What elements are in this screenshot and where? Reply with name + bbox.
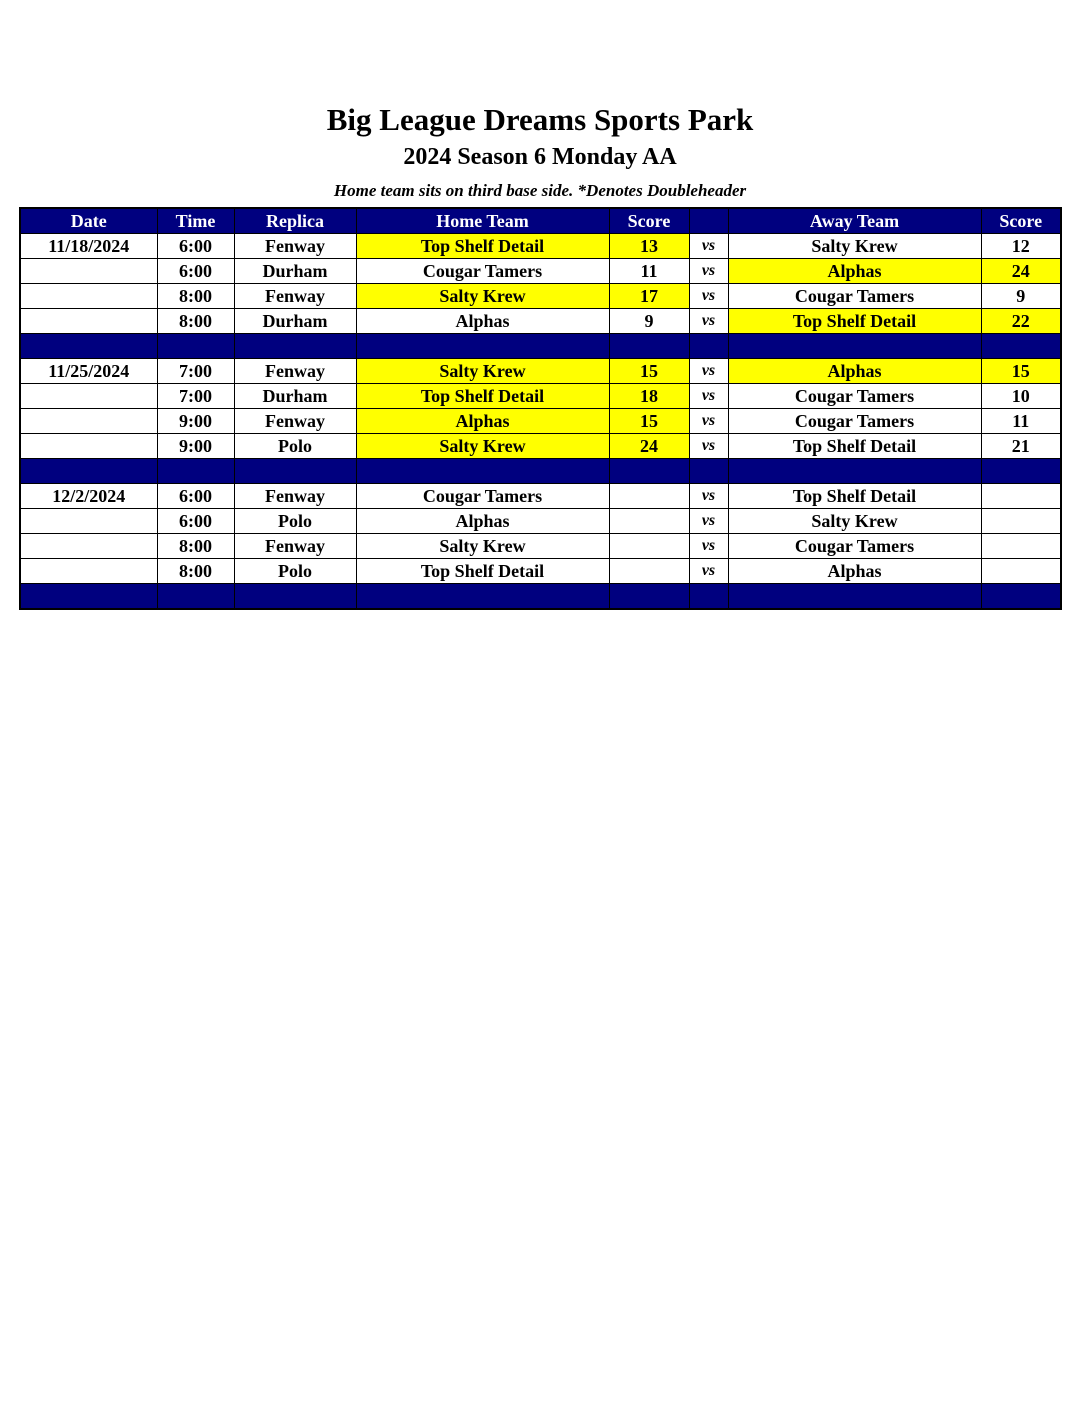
spacer-cell	[981, 584, 1061, 610]
table-row	[20, 384, 1061, 409]
spacer-cell	[728, 459, 981, 484]
time-cell: 7:00	[157, 384, 234, 409]
spacer-cell	[609, 584, 689, 610]
replica-cell: Polo	[234, 509, 356, 534]
home-score-cell: 18	[609, 384, 689, 409]
vs-cell: vs	[689, 534, 728, 559]
table-row	[20, 259, 1061, 284]
home-team-cell: Salty Krew	[356, 284, 609, 309]
table-row	[20, 484, 1061, 509]
time-cell: 6:00	[157, 259, 234, 284]
vs-cell: vs	[689, 384, 728, 409]
page-subtitle: 2024 Season 6 Monday AA	[403, 144, 677, 170]
col-header-vs	[689, 208, 728, 234]
time-cell: 8:00	[157, 559, 234, 584]
away-team-cell: Top Shelf Detail	[728, 309, 981, 334]
home-team-cell: Salty Krew	[356, 534, 609, 559]
time-cell: 6:00	[157, 509, 234, 534]
replica-cell: Fenway	[234, 234, 356, 259]
col-header-away-score: Score	[981, 208, 1061, 234]
away-team-cell: Cougar Tamers	[728, 534, 981, 559]
spacer-cell	[356, 459, 609, 484]
vs-cell: vs	[689, 259, 728, 284]
time-cell: 8:00	[157, 534, 234, 559]
table-row	[20, 309, 1061, 334]
col-header-date: Date	[20, 208, 157, 234]
home-score-cell: 24	[609, 434, 689, 459]
spacer-cell	[728, 584, 981, 610]
away-team-cell: Top Shelf Detail	[728, 434, 981, 459]
spacer-cell	[234, 459, 356, 484]
home-team-cell: Alphas	[356, 309, 609, 334]
date-cell	[20, 559, 157, 584]
replica-cell: Durham	[234, 259, 356, 284]
away-team-cell: Top Shelf Detail	[728, 484, 981, 509]
table-row	[20, 434, 1061, 459]
spacer-cell	[356, 334, 609, 359]
vs-cell: vs	[689, 559, 728, 584]
date-cell	[20, 509, 157, 534]
home-team-cell: Top Shelf Detail	[356, 384, 609, 409]
time-cell: 8:00	[157, 284, 234, 309]
spacer-cell	[609, 334, 689, 359]
away-score-cell: 9	[981, 284, 1061, 309]
date-cell	[20, 409, 157, 434]
home-team-cell: Salty Krew	[356, 359, 609, 384]
spacer-cell	[234, 334, 356, 359]
replica-cell: Polo	[234, 559, 356, 584]
away-team-cell: Cougar Tamers	[728, 284, 981, 309]
replica-cell: Polo	[234, 434, 356, 459]
table-header-row	[20, 208, 1061, 234]
home-team-cell: Top Shelf Detail	[356, 559, 609, 584]
table-row	[20, 359, 1061, 384]
date-cell: 11/25/2024	[20, 359, 157, 384]
spacer-cell	[981, 334, 1061, 359]
date-cell	[20, 534, 157, 559]
spacer-cell	[20, 334, 157, 359]
home-team-cell: Alphas	[356, 409, 609, 434]
home-score-cell: 15	[609, 409, 689, 434]
table-row	[20, 559, 1061, 584]
away-score-cell: 24	[981, 259, 1061, 284]
vs-cell: vs	[689, 284, 728, 309]
away-score-cell: 10	[981, 384, 1061, 409]
doubleheader-note: Home team sits on third base side. *Denotes Doubleheader	[333, 181, 747, 200]
spacer-cell	[609, 459, 689, 484]
home-team-cell: Top Shelf Detail	[356, 234, 609, 259]
time-cell: 6:00	[157, 484, 234, 509]
away-score-cell: 22	[981, 309, 1061, 334]
time-cell: 6:00	[157, 234, 234, 259]
away-team-cell: Alphas	[728, 359, 981, 384]
home-team-cell: Alphas	[356, 509, 609, 534]
spacer-cell	[20, 584, 157, 610]
date-cell	[20, 434, 157, 459]
away-team-cell: Salty Krew	[728, 509, 981, 534]
table-row	[20, 284, 1061, 309]
away-team-cell: Cougar Tamers	[728, 409, 981, 434]
date-cell: 11/18/2024	[20, 234, 157, 259]
away-score-cell: 15	[981, 359, 1061, 384]
away-team-cell: Alphas	[728, 559, 981, 584]
time-cell: 9:00	[157, 434, 234, 459]
spacer-row	[20, 584, 1061, 610]
col-header-home-team: Home Team	[356, 208, 609, 234]
spacer-cell	[981, 459, 1061, 484]
spacer-cell	[356, 584, 609, 610]
col-header-time: Time	[157, 208, 234, 234]
date-cell	[20, 284, 157, 309]
col-header-replica: Replica	[234, 208, 356, 234]
time-cell: 9:00	[157, 409, 234, 434]
home-team-cell: Cougar Tamers	[356, 484, 609, 509]
away-score-cell	[981, 534, 1061, 559]
away-score-cell: 12	[981, 234, 1061, 259]
vs-cell: vs	[689, 509, 728, 534]
spacer-cell	[157, 584, 234, 610]
away-score-cell	[981, 559, 1061, 584]
spacer-cell	[689, 584, 728, 610]
away-score-cell	[981, 484, 1061, 509]
vs-cell: vs	[689, 234, 728, 259]
spacer-cell	[157, 334, 234, 359]
spacer-cell	[728, 334, 981, 359]
away-score-cell: 21	[981, 434, 1061, 459]
spacer-cell	[689, 459, 728, 484]
replica-cell: Durham	[234, 384, 356, 409]
home-score-cell: 9	[609, 309, 689, 334]
table-row	[20, 509, 1061, 534]
replica-cell: Fenway	[234, 409, 356, 434]
date-cell	[20, 259, 157, 284]
home-score-cell	[609, 534, 689, 559]
replica-cell: Fenway	[234, 359, 356, 384]
spacer-cell	[157, 459, 234, 484]
away-team-cell: Salty Krew	[728, 234, 981, 259]
home-score-cell: 15	[609, 359, 689, 384]
away-team-cell: Cougar Tamers	[728, 384, 981, 409]
home-score-cell	[609, 559, 689, 584]
replica-cell: Fenway	[234, 534, 356, 559]
table-row	[20, 534, 1061, 559]
home-team-cell: Salty Krew	[356, 434, 609, 459]
date-cell	[20, 384, 157, 409]
replica-cell: Durham	[234, 309, 356, 334]
home-score-cell: 11	[609, 259, 689, 284]
vs-cell: vs	[689, 359, 728, 384]
spacer-row	[20, 334, 1061, 359]
away-score-cell	[981, 509, 1061, 534]
home-score-cell: 13	[609, 234, 689, 259]
time-cell: 7:00	[157, 359, 234, 384]
date-cell: 12/2/2024	[20, 484, 157, 509]
page-title: Big League Dreams Sports Park	[326, 102, 754, 137]
away-team-cell: Alphas	[728, 259, 981, 284]
vs-cell: vs	[689, 434, 728, 459]
home-score-cell: 17	[609, 284, 689, 309]
time-cell: 8:00	[157, 309, 234, 334]
vs-cell: vs	[689, 309, 728, 334]
spacer-cell	[20, 459, 157, 484]
col-header-away-team: Away Team	[728, 208, 981, 234]
replica-cell: Fenway	[234, 284, 356, 309]
schedule-body	[20, 234, 1061, 610]
schedule-table	[19, 207, 1062, 610]
spacer-cell	[689, 334, 728, 359]
away-score-cell: 11	[981, 409, 1061, 434]
spacer-cell	[234, 584, 356, 610]
home-score-cell	[609, 484, 689, 509]
table-row	[20, 234, 1061, 259]
vs-cell: vs	[689, 484, 728, 509]
home-score-cell	[609, 509, 689, 534]
spacer-row	[20, 459, 1061, 484]
table-row	[20, 409, 1061, 434]
replica-cell: Fenway	[234, 484, 356, 509]
col-header-home-score: Score	[609, 208, 689, 234]
date-cell	[20, 309, 157, 334]
vs-cell: vs	[689, 409, 728, 434]
home-team-cell: Cougar Tamers	[356, 259, 609, 284]
